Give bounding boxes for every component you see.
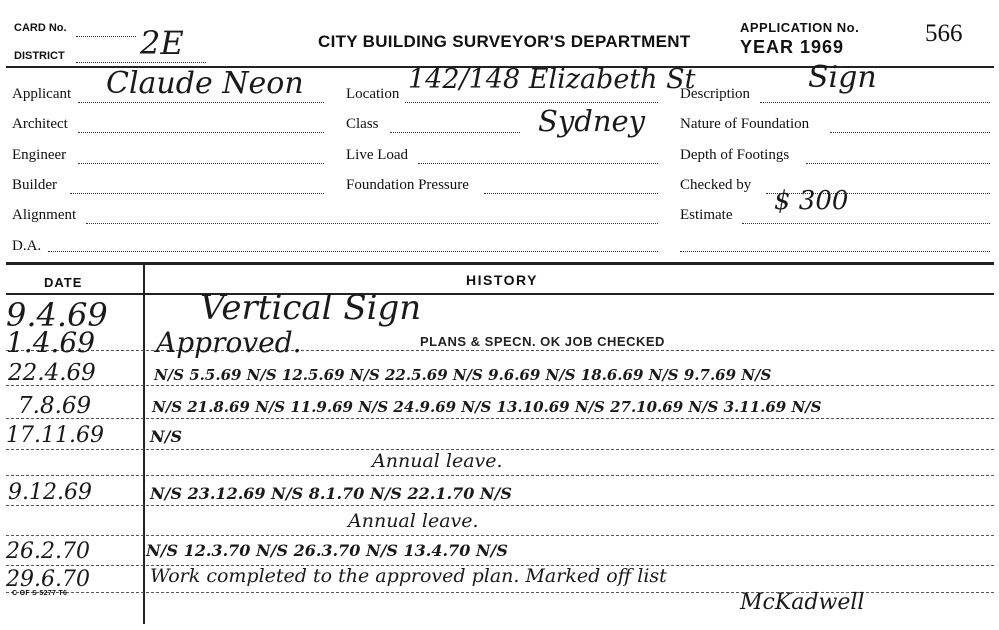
history-entry: N/S 12.3.70 N/S 26.3.70 N/S 13.4.70 N/S: [146, 541, 508, 560]
checked-by-label: Checked by: [680, 177, 752, 193]
signature: McKadwell: [740, 590, 865, 615]
location-label: Location: [346, 86, 400, 102]
footer-code: C OF S 5277 T6: [12, 590, 68, 597]
history-top-rule: [6, 262, 994, 265]
alignment-line: [86, 223, 658, 224]
row-line: [6, 475, 994, 476]
alignment-label: Alignment: [12, 207, 77, 223]
history-header-rule: [6, 293, 994, 295]
history-entry: Work completed to the approved plan. Marked off list: [150, 565, 667, 587]
live-load-line: [418, 163, 658, 164]
depth-of-footings-line: [806, 163, 990, 164]
history-entry: N/S: [150, 427, 183, 446]
history-date: 9.12.69: [8, 480, 92, 505]
card-no-label: CARD No.: [14, 22, 67, 34]
foundation-pressure-label: Foundation Pressure: [346, 177, 469, 193]
history-entry: N/S 5.5.69 N/S 12.5.69 N/S 22.5.69 N/S 9.6.69 N/S 18.6.69 N/S 9.7.69 N/S: [154, 366, 772, 384]
district-label: DISTRICT: [14, 50, 65, 62]
builder-label: Builder: [12, 177, 57, 193]
history-entry: Vertical Sign: [200, 288, 422, 328]
location-value: 142/148 Elizabeth St: [408, 64, 696, 95]
row-line: [6, 350, 994, 351]
foundation-pressure-line: [484, 193, 658, 194]
date-header: DATE: [44, 275, 83, 290]
date-column-divider: [143, 264, 145, 624]
district-value: 2E: [140, 24, 184, 62]
da-label: D.A.: [12, 238, 42, 254]
nature-of-foundation-label: Nature of Foundation: [680, 116, 810, 132]
live-load-label: Live Load: [346, 147, 409, 163]
estimate-value: $ 300: [774, 186, 849, 216]
row-line: [6, 385, 994, 386]
history-date: 22.4.69: [8, 360, 96, 386]
application-label: APPLICATION No.: [740, 20, 860, 35]
estimate-line: [742, 223, 990, 224]
row-line: [6, 535, 994, 536]
history-date: 17.11.69: [6, 423, 104, 448]
estimate-label: Estimate: [680, 207, 733, 223]
history-header: HISTORY: [466, 272, 538, 288]
row-line: [6, 505, 994, 506]
card-no-line: [76, 36, 136, 37]
history-entry: Annual leave.: [372, 450, 503, 472]
history-date: 29.6.70: [6, 567, 90, 592]
description-label: Description: [680, 86, 750, 102]
history-entry: N/S 21.8.69 N/S 11.9.69 N/S 24.9.69 N/S 13.10.69 N/S 27.10.69 N/S 3.11.69 N/S: [152, 398, 822, 416]
history-date: 1.4.69: [6, 326, 96, 359]
location-line: [405, 102, 658, 103]
history-entry: Approved.: [156, 326, 302, 359]
engineer-line: [78, 163, 324, 164]
applicant-value: Claude Neon: [106, 66, 304, 101]
description-line: [760, 102, 990, 103]
da-line: [48, 251, 658, 252]
year-label: YEAR 1969: [740, 37, 845, 57]
applicant-line: [78, 102, 324, 103]
nature-of-foundation-line: [830, 132, 990, 133]
history-date: 26.2.70: [6, 539, 90, 564]
architect-label: Architect: [12, 116, 68, 132]
class-label: Class: [346, 116, 379, 132]
history-date: 7.8.69: [18, 393, 92, 419]
department-title: CITY BUILDING SURVEYOR'S DEPARTMENT: [318, 32, 691, 51]
builder-line: [70, 193, 324, 194]
history-entry: Annual leave.: [348, 510, 479, 532]
application-number: 566: [925, 20, 963, 47]
location-value-city: Sydney: [538, 104, 646, 138]
history-entry: N/S 23.12.69 N/S 8.1.70 N/S 22.1.70 N/S: [150, 484, 512, 503]
depth-of-footings-label: Depth of Footings: [680, 147, 790, 163]
plans-checked-stamp: PLANS & SPECN. OK JOB CHECKED: [420, 334, 665, 349]
history-date: 9.4.69: [6, 296, 108, 334]
class-line: [390, 132, 520, 133]
row-line: [6, 418, 994, 419]
district-line: [76, 62, 206, 63]
right-blank-line: [680, 251, 990, 252]
engineer-label: Engineer: [12, 147, 67, 163]
architect-line: [78, 132, 324, 133]
description-value: Sign: [808, 60, 877, 95]
applicant-label: Applicant: [12, 86, 72, 102]
